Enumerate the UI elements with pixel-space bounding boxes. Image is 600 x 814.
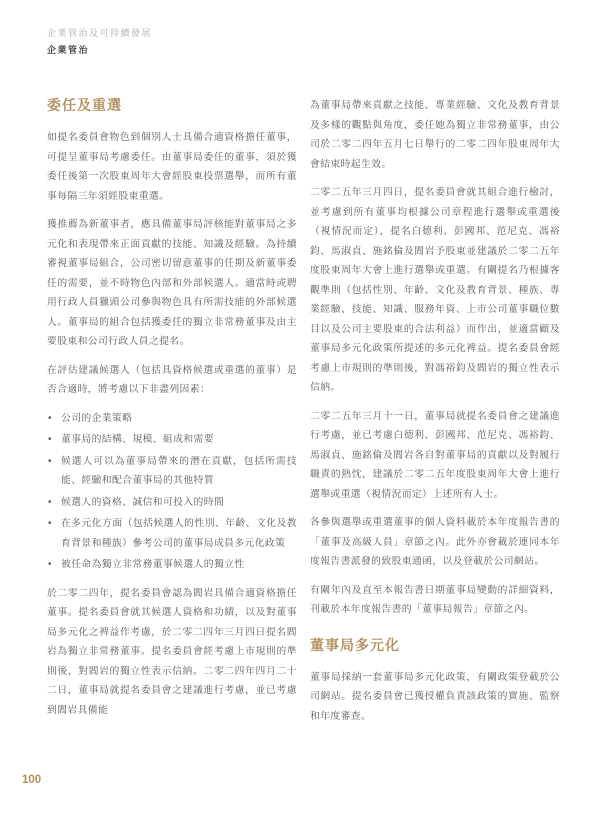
body-paragraph: 各參與選舉或重選董事的個人資料載於本年度報告書的「董事及高級人員」章節之內。此外亦會載於連同本年度報告書派發的致股東通函，以及登載於公司網站。 — [310, 517, 560, 567]
body-paragraph: 在評估建議候選人（包括具資格候選或重選的董事）是否合適時，將考慮以下非盡列因素： — [47, 364, 297, 395]
bullet-item: • 公司的企業策略 — [47, 409, 297, 429]
page-number: 100 — [22, 774, 42, 786]
two-column-layout — [47, 96, 560, 735]
body-paragraph: 如提名委員會物色到個別人士具備合適資格擔任董事，可提呈董事局考慮委任。由董事局委任的董事，須於獲委任後第一次股東周年大會經股東投票選舉，而所有董事每隔三年須經股東重選。 — [47, 132, 297, 202]
criteria-bullet-list — [47, 409, 297, 575]
body-paragraph: 為董事局帶來貢獻之技能、專業經驗、文化及教育背景及多樣的觀點與角度，委任她為獨立非常務董事，由公司於二零二四年五月七日舉行的二零二四年股東周年大會結束時起生效。 — [310, 100, 560, 170]
page-header — [47, 27, 152, 56]
bullet-item: • 董事局的結構、規模、組成和需要 — [47, 430, 297, 450]
heading-appointment-reelection: 委任及重選 — [47, 97, 122, 113]
breadcrumb: 企業管治及可持續發展 — [47, 28, 153, 38]
heading-board-diversity: 董事局多元化 — [310, 636, 400, 653]
body-paragraph: 於二零二四年，提名委員會認為閻岩具備合適資格擔任董事。提名委員會就其候選人資格和功績，以及對董事局多元化之裨益作考慮，於二零二四年三月四日提名閻岩為獨立非常務董事。提名委員會經考慮上市規則的準則後，對閻岩的獨立性表示信納。二零二四年四月二十二日，董事局就提名委員會之建議進行考慮，並已考慮到閻岩具備能 — [47, 587, 297, 716]
right-column — [310, 96, 560, 735]
body-paragraph: 有關年內及直至本報告書日期董事局變動的詳細資料，刊載於本年度報告書的「董事局報告」章節之內。 — [310, 584, 560, 615]
section-title: 企業管治 — [47, 45, 90, 55]
body-paragraph: 獲推薦為新董事者，應具備董事局評核能對董事局之多元化和表現帶來正面貢獻的技能、知識及經驗。為持續審視董事局組合，公司密切留意董事的任期及新董事委任的需要，並不時物色內部和外部候選人。適當時或聘用行政人員獵頭公司參與物色具有所需技能的外部候選人。董事局的組合包括獲委任的獨立非常務董事及由主要股東和公司行政人員之提名。 — [47, 219, 297, 347]
body-paragraph: 二零二五年三月四日，提名委員會就其組合進行檢討，並考慮到所有董事均根據公司章程進行選舉或重選後（視情況而定），提名白德利、彭國邦、范尼克、馮裕鈞、馬淑貞、施銘倫及閻岩予股東並建議於二零二五年度股東周年大會上進行選舉或重選。有關提名乃根據客觀準則（包括性別、年齡、文化及教育背景、種族、專業經驗、技能、知識、服務年資、上市公司董事職位數目以及公司主要股東的合法利益）而作出，並適當顧及董事局多元化政策所提述的多元化裨益。提名委員會經考慮上市規則的準則後，對馮裕鈞及閻岩的獨立性表示信納。 — [310, 187, 560, 393]
bullet-item: • 候選人可以為董事局帶來的潛在貢獻，包括所需技能、經驗和配合董事局的其他特質 — [47, 452, 297, 491]
bullet-item: • 候選人的資格、誠信和可投入的時間 — [47, 493, 297, 513]
left-column — [47, 96, 297, 735]
bullet-item: • 在多元化方面（包括候選人的性別、年齡、文化及教育背景和種族）參考公司的董事局成員多元化政策 — [47, 514, 297, 553]
body-paragraph: 董事局採納一套董事局多元化政策，有關政策登載於公司網站。提名委員會已獲授權負責該政策的實施、監察和年度審查。 — [310, 671, 560, 722]
body-paragraph: 二零二五年三月十一日，董事局就提名委員會之建議進行考慮，並已考慮白德利、彭國邦、范尼克、馮裕鈞、馬淑貞、施銘倫及閻岩各自對董事局的貢獻以及對履行職責的熱忱，建議於二零二五年度股東周年大會上進行選舉或重選（視情況而定）上述所有人士。 — [310, 410, 560, 500]
bullet-item: • 被任命為獨立非常務董事候選人的獨立性 — [47, 555, 297, 575]
